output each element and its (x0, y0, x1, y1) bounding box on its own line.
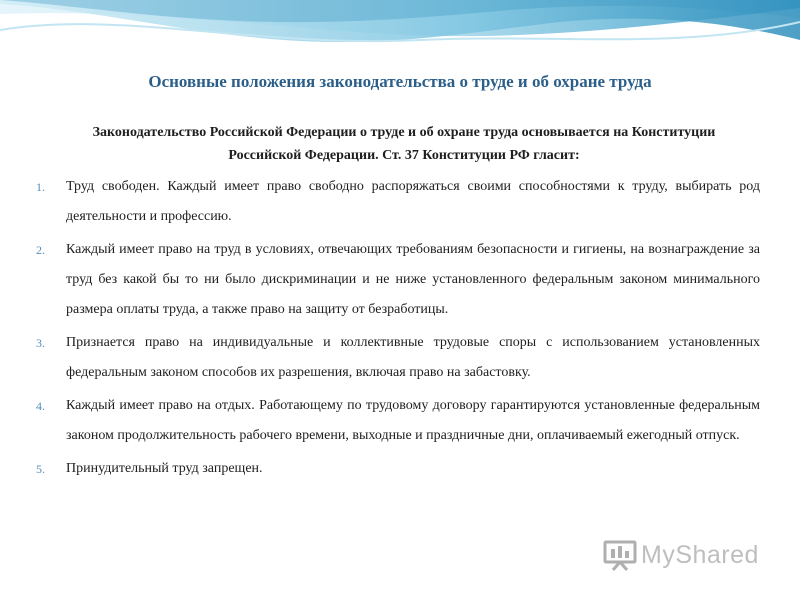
list-item-number: 1. (36, 180, 45, 194)
list-item (36, 391, 760, 451)
list-item-number: 4. (36, 399, 45, 413)
list-item (36, 172, 760, 232)
list-item (36, 454, 760, 484)
presentation-board-icon (603, 539, 637, 571)
list-item (36, 235, 760, 325)
list-item-number: 3. (36, 336, 45, 350)
list-item-text: Признается право на индивидуальные и коллективные трудовые споры с использованием установленных федеральным законом способов их разрешения, включая право на забастовку. (66, 335, 760, 380)
list-item (36, 328, 760, 388)
list-item-text: Труд свободен. Каждый имеет право свободно распоряжаться своими способностями к труду, выбирать род деятельности и профессию. (66, 179, 760, 224)
list-item-number: 5. (36, 462, 45, 476)
logo-text: MyShared (641, 540, 759, 569)
myshared-logo (603, 537, 767, 573)
constitution-article-list (36, 172, 760, 487)
list-item-text: Каждый имеет право на отдых. Работающему по трудовому договору гарантируются установленные федеральным законом продолжительность рабочего времени, выходные и праздничные дни, оплачиваемый ежегодный отпуск. (66, 398, 760, 443)
list-item-text: Принудительный труд запрещен. (66, 461, 263, 476)
list-item-number: 2. (36, 243, 45, 257)
intro-paragraph (50, 121, 758, 167)
intro-line: Законодательство Российской Федерации о труде и об охране труда основывается на Конституции (92, 125, 716, 140)
list-item-text: Каждый имеет право на труд в условиях, отвечающих требованиям безопасности и гигиены, на вознаграждение за труд без какой бы то ни было дискриминации и не ниже установленного федеральным законом минимального размера оплаты труда, а также право на защиту от безработицы. (66, 242, 760, 317)
slide-title: Основные положения законодательства о труде и об охране труда (148, 72, 652, 91)
header-wave-decoration (0, 0, 800, 80)
intro-line: Российской Федерации. Ст. 37 Конституции РФ гласит: (228, 148, 580, 163)
